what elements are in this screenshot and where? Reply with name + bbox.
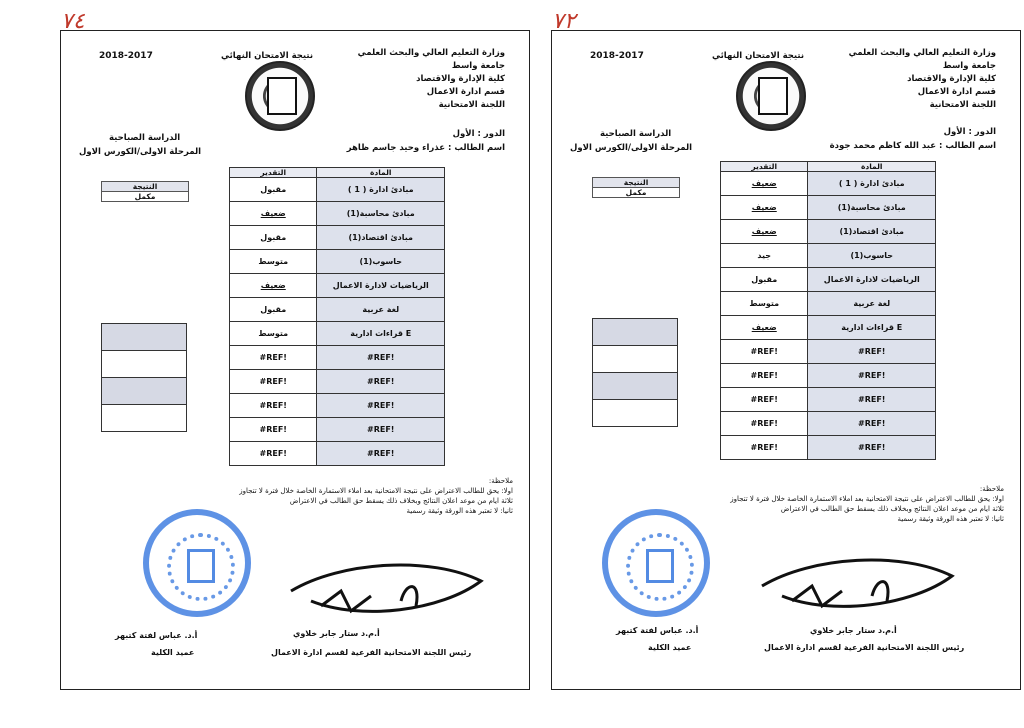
ministry-header: وزارة التعليم العالي والبحث العلمي جامعة واسط كلية الإدارة والاقتصاد قسم ادارة الاعمال اللجنة الامتحانية bbox=[357, 48, 505, 110]
dean-name: أ.د. عباس لفتة كتبهر bbox=[616, 626, 699, 635]
grade-header: التقدير bbox=[721, 162, 808, 172]
subject-cell: #REF! bbox=[317, 442, 445, 466]
grade-cell: جيد bbox=[721, 244, 808, 268]
subject-cell: #REF! bbox=[317, 370, 445, 394]
table-row bbox=[230, 370, 445, 394]
grades-table bbox=[229, 167, 445, 466]
committee-signer-title: رئيس اللجنة الامتحانية الفرعية لقسم ادارة الاعمال bbox=[271, 648, 472, 657]
table-row bbox=[230, 274, 445, 298]
subject-cell: #REF! bbox=[317, 418, 445, 442]
notes-title: ملاحظة: bbox=[979, 485, 1004, 493]
page-number: ٧٢ bbox=[552, 9, 576, 34]
subject-cell: مبادئ اقتصاد(1) bbox=[317, 226, 445, 250]
subject-cell: مبادئ محاسبة(1) bbox=[808, 196, 936, 220]
grade-cell: متوسط bbox=[721, 292, 808, 316]
grade-cell: ضعيف bbox=[721, 316, 808, 340]
subject-cell: حاسوب(1) bbox=[317, 250, 445, 274]
university-logo bbox=[736, 61, 806, 131]
grade-cell: #REF! bbox=[721, 340, 808, 364]
academic-year: 2018-2017 bbox=[590, 51, 644, 61]
subject-cell: الرياضيات لادارة الاعمال bbox=[317, 274, 445, 298]
grade-cell: مقبول bbox=[230, 178, 317, 202]
side-boxes bbox=[101, 324, 187, 432]
grade-cell: ضعيف bbox=[230, 274, 317, 298]
subject-header: المادة bbox=[808, 162, 936, 172]
subject-cell: #REF! bbox=[808, 364, 936, 388]
result-value: مكمل bbox=[625, 188, 647, 197]
dean-title: عميد الكلية bbox=[648, 643, 692, 652]
subject-cell: مبادئ ادارة ( 1 ) bbox=[317, 178, 445, 202]
table-row bbox=[230, 322, 445, 346]
dean-name: أ.د. عباس لفتة كتبهر bbox=[115, 631, 198, 640]
grade-cell: #REF! bbox=[721, 388, 808, 412]
subject-cell: مبادئ ادارة ( 1 ) bbox=[808, 172, 936, 196]
subject-cell: #REF! bbox=[808, 388, 936, 412]
subject-cell: #REF! bbox=[317, 394, 445, 418]
notes: ملاحظة: اولا: يحق للطالب الاعتراض على نتيجة الامتحانية بعد املاء الاستمارة الخاصة خلال فترة لا تتجاوز ثلاثة ايام من موعد اعلان النتائج وبخلاف ذلك يسقط حق الطالب في الاعتراض ثانيا: لا تعتبر هذه الورقة وثيقة رسمية bbox=[239, 477, 513, 515]
result-header: النتيجة bbox=[593, 178, 679, 188]
result-value: مكمل bbox=[134, 192, 156, 201]
notes: ملاحظة: اولا: يحق للطالب الاعتراض على نتيجة الامتحانية بعد املاء الاستمارة الخاصة خلال فترة لا تتجاوز ثلاثة ايام من موعد اعلان النتائج وبخلاف ذلك يسقط حق الطالب في الاعتراض ثانيا: لا تعتبر هذه الورقة وثيقة رسمية bbox=[730, 485, 1004, 523]
study-type: الدراسة الصباحية bbox=[109, 133, 181, 143]
table-row bbox=[721, 388, 936, 412]
grade-cell: مقبول bbox=[230, 226, 317, 250]
grade-cell: #REF! bbox=[230, 418, 317, 442]
side-boxes bbox=[592, 319, 678, 427]
signature bbox=[281, 551, 501, 631]
subject-cell: حاسوب(1) bbox=[808, 244, 936, 268]
result-sheet-left bbox=[60, 9, 530, 690]
official-stamp bbox=[143, 509, 251, 617]
table-row bbox=[230, 346, 445, 370]
round-label: الدور : الأول bbox=[452, 129, 505, 139]
result-box bbox=[101, 181, 189, 202]
grade-cell: #REF! bbox=[721, 412, 808, 436]
subject-cell: #REF! bbox=[317, 346, 445, 370]
subject-cell: قراءات ادارية E bbox=[808, 316, 936, 340]
table-row bbox=[721, 196, 936, 220]
subject-cell: الرياضيات لادارة الاعمال bbox=[808, 268, 936, 292]
grade-cell: ضعيف bbox=[721, 196, 808, 220]
official-stamp bbox=[602, 509, 710, 617]
table-row bbox=[721, 364, 936, 388]
grade-header: التقدير bbox=[230, 168, 317, 178]
signature bbox=[752, 546, 972, 626]
table-row bbox=[721, 340, 936, 364]
result-sheet-right bbox=[551, 9, 1021, 690]
table-row bbox=[721, 412, 936, 436]
grade-cell: #REF! bbox=[230, 442, 317, 466]
grade-cell: #REF! bbox=[230, 370, 317, 394]
student-name: اسم الطالب : عبد الله كاظم محمد جودة bbox=[829, 141, 996, 151]
table-row bbox=[721, 436, 936, 460]
exam-title: نتيجة الامتحان النهائي bbox=[221, 51, 314, 61]
grade-cell: #REF! bbox=[230, 346, 317, 370]
round-label: الدور : الأول bbox=[943, 127, 996, 137]
grade-cell: مقبول bbox=[230, 298, 317, 322]
dean-title: عميد الكلية bbox=[151, 648, 195, 657]
grade-cell: مقبول bbox=[721, 268, 808, 292]
table-row bbox=[230, 178, 445, 202]
grade-cell: متوسط bbox=[230, 322, 317, 346]
subject-header: المادة bbox=[317, 168, 445, 178]
table-row bbox=[230, 298, 445, 322]
committee-signer-name: أ.م.د ستار جابر خلاوي bbox=[293, 629, 380, 638]
table-row bbox=[230, 418, 445, 442]
grade-cell: #REF! bbox=[230, 394, 317, 418]
table-row bbox=[721, 292, 936, 316]
grade-cell: #REF! bbox=[721, 364, 808, 388]
table-row bbox=[230, 250, 445, 274]
subject-cell: مبادئ محاسبة(1) bbox=[317, 202, 445, 226]
academic-year: 2018-2017 bbox=[99, 51, 153, 61]
subject-cell: #REF! bbox=[808, 412, 936, 436]
subject-cell: مبادئ اقتصاد(1) bbox=[808, 220, 936, 244]
grades-table bbox=[720, 161, 936, 460]
grade-cell: #REF! bbox=[721, 436, 808, 460]
table-row bbox=[721, 316, 936, 340]
notes-title: ملاحظة: bbox=[488, 477, 513, 485]
subject-cell: #REF! bbox=[808, 340, 936, 364]
student-name: اسم الطالب : عذراء وحيد جاسم ظاهر bbox=[346, 143, 505, 153]
subject-cell: #REF! bbox=[808, 436, 936, 460]
committee-signer-name: أ.م.د ستار جابر خلاوي bbox=[810, 626, 897, 635]
grade-cell: ضعيف bbox=[721, 172, 808, 196]
subject-cell: لغة عربية bbox=[317, 298, 445, 322]
table-row bbox=[230, 226, 445, 250]
table-row bbox=[230, 202, 445, 226]
result-box bbox=[592, 177, 680, 198]
committee-signer-title: رئيس اللجنة الامتحانية الفرعية لقسم ادارة الاعمال bbox=[764, 643, 965, 652]
table-row bbox=[721, 220, 936, 244]
table-row bbox=[721, 244, 936, 268]
grade-cell: متوسط bbox=[230, 250, 317, 274]
grade-cell: ضعيف bbox=[721, 220, 808, 244]
table-row bbox=[230, 394, 445, 418]
grade-cell: ضعيف bbox=[230, 202, 317, 226]
study-type: الدراسة الصباحية bbox=[600, 129, 672, 139]
stage: المرحلة الاولى/الكورس الاول bbox=[570, 143, 693, 153]
exam-title: نتيجة الامتحان النهائي bbox=[712, 51, 805, 61]
university-logo bbox=[245, 61, 315, 131]
table-row bbox=[721, 268, 936, 292]
table-row bbox=[721, 172, 936, 196]
table-row bbox=[230, 442, 445, 466]
stage: المرحلة الاولى/الكورس الاول bbox=[79, 147, 202, 157]
subject-cell: لغة عربية bbox=[808, 292, 936, 316]
result-header: النتيجة bbox=[102, 182, 188, 192]
page-number: ٧٤ bbox=[61, 9, 85, 34]
subject-cell: قراءات ادارية E bbox=[317, 322, 445, 346]
ministry-header: وزارة التعليم العالي والبحث العلمي جامعة واسط كلية الإدارة والاقتصاد قسم ادارة الاعمال اللجنة الامتحانية bbox=[848, 48, 996, 110]
